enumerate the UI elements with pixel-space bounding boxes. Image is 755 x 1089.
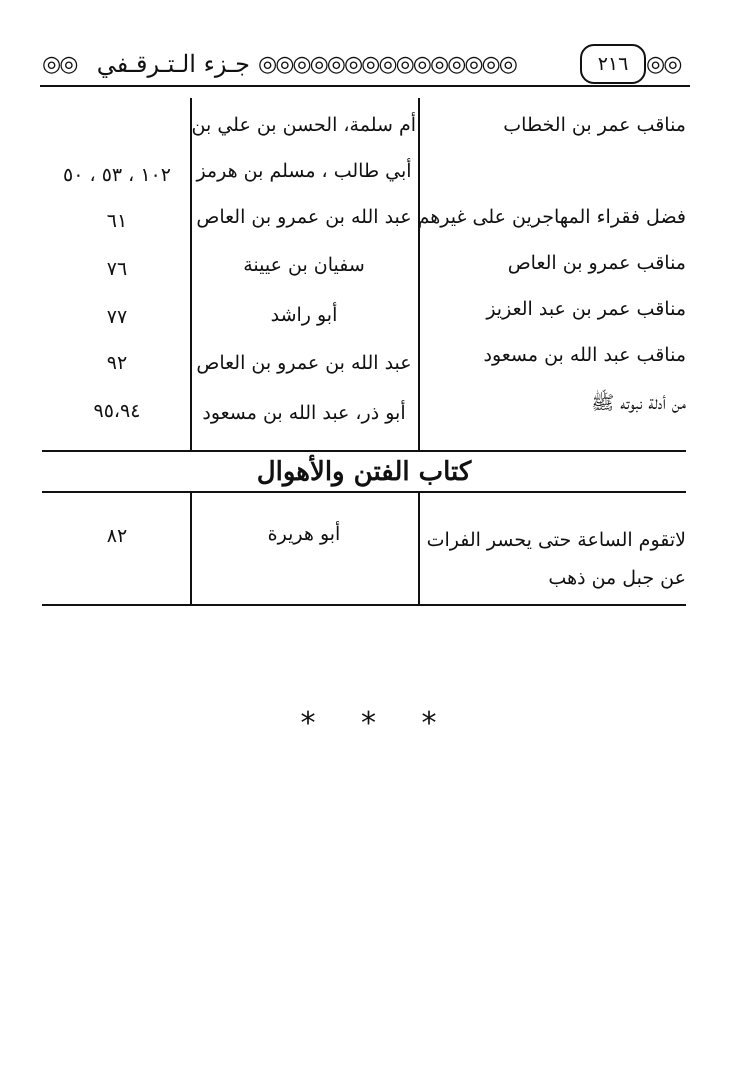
- column-divider: [418, 493, 420, 605]
- topic-cell: مناقب عمر بن الخطاب: [503, 114, 686, 136]
- table-bottom-rule: [42, 604, 686, 606]
- asterism: * * *: [300, 706, 455, 741]
- topic-cell: فضل فقراء المهاجرين على غيرهم: [417, 206, 686, 228]
- ornament-icon: ◎◎: [646, 52, 681, 77]
- page-number: ٢١٦: [580, 44, 646, 84]
- ornament-band-icon: ◎◎◎◎◎◎◎◎◎◎◎◎◎◎◎: [258, 52, 516, 77]
- page-header: [40, 40, 690, 88]
- narrator-cell: أبو ذر، عبد الله بن مسعود: [202, 402, 406, 424]
- pages-cell: ٦١: [106, 210, 128, 232]
- pages-cell: ٧٦: [106, 258, 128, 280]
- topic-cell: مناقب عمر بن عبد العزيز: [486, 298, 686, 320]
- narrator-cell: أبو راشد: [270, 304, 338, 326]
- index-table: [42, 98, 686, 450]
- topic-cell: مناقب عمرو بن العاص: [507, 252, 686, 274]
- topic-cell: عن جبل من ذهب: [548, 567, 686, 589]
- topic-cell: من أدلة نبوته ﷺ: [591, 392, 686, 414]
- pages-cell: ٩٥،٩٤: [93, 400, 141, 422]
- section-title: كتاب الفتن والأهوال: [256, 457, 472, 487]
- ornament-icon: ◎◎: [42, 52, 77, 77]
- narrator-cell: عبد الله بن عمرو بن العاص: [196, 206, 412, 228]
- narrator-cell: أبي طالب ، مسلم بن هرمز: [196, 160, 412, 182]
- narrator-cell: أبو هريرة: [267, 523, 341, 545]
- header-title: جـزء الـتـرقـفي: [96, 50, 250, 78]
- pages-cell: ٧٧: [106, 306, 128, 328]
- pages-cell: ٨٢: [106, 525, 128, 547]
- narrator-cell: أم سلمة، الحسن بن علي بن: [191, 114, 416, 136]
- narrator-cell: عبد الله بن عمرو بن العاص: [196, 352, 412, 374]
- header-rule: [40, 85, 690, 87]
- topic-cell: مناقب عبد الله بن مسعود: [483, 344, 686, 366]
- pages-cell: ٩٢: [106, 352, 128, 374]
- column-divider: [418, 98, 420, 450]
- section-table: [42, 493, 686, 605]
- narrator-cell: سفيان بن عيينة: [243, 254, 365, 276]
- column-divider: [190, 493, 192, 605]
- topic-cell: لاتقوم الساعة حتى يحسر الفرات: [426, 529, 686, 551]
- pages-cell: ١٠٢ ، ٥٣ ، ٥٠: [63, 164, 171, 186]
